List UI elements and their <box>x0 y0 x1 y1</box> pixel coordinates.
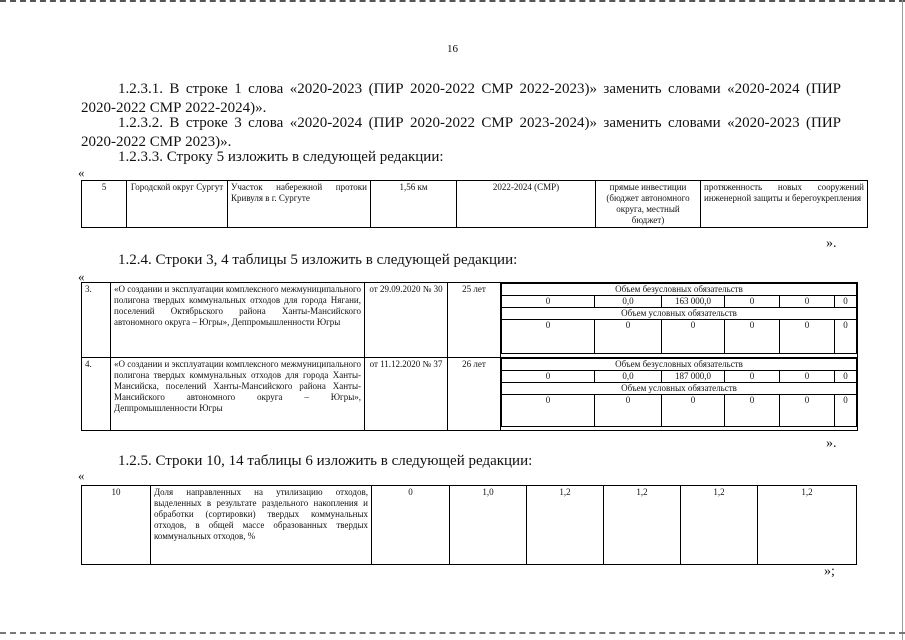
cond-value: 0 <box>595 320 662 354</box>
value-cell: 1,2 <box>758 486 857 565</box>
table-row <box>82 358 858 431</box>
cond-value: 0 <box>725 395 780 427</box>
value-cell: 1,2 <box>527 486 604 565</box>
value-cell: 1,2 <box>604 486 681 565</box>
term-cell: 25 лет <box>448 283 501 358</box>
paragraph-1-2-3-1: 1.2.3.1. В строке 1 слова «2020-2023 (ПИР 2020-2022 СМР 2022-2023)» заменить словами «2020-2024 (ПИР 2020-2022 СМР 2022-2024)». <box>81 81 841 116</box>
result-cell: протяженность новых сооружений инженерной защиты и берегоукрепления <box>701 181 868 228</box>
quote-close-1: ». <box>826 236 837 251</box>
funding-cell: прямые инвестиции (бюджет автономного округа, местный бюджет) <box>596 181 701 228</box>
cond-value: 0 <box>835 320 857 354</box>
paragraph-1-2-4: 1.2.4. Строки 3, 4 таблицы 5 изложить в следующей редакции: <box>118 252 518 268</box>
municipality-cell: Городской округ Сургут <box>127 181 228 228</box>
cond-value: 0 <box>835 395 857 427</box>
quote-open-2: « <box>78 269 85 284</box>
agreement-name-cell: «О создании и эксплуатации комплексного межмуниципального полигона твердых коммунальных отходов для города Ханты-Мансийска, поселений Ханты-Мансийского района Ханты-Мансийского автономного округа – Югры», Деппромышленности Югры <box>111 358 365 431</box>
uncond-label: Объем безусловных обязательств <box>502 359 857 371</box>
length-cell: 1,56 км <box>371 181 457 228</box>
paragraph-1-2-3-3: 1.2.3.3. Строку 5 изложить в следующей редакции: <box>118 149 444 165</box>
uncond-value: 0 <box>725 371 780 383</box>
cond-label: Объем условных обязательств <box>502 383 857 395</box>
table-row <box>82 486 857 565</box>
cond-value: 0 <box>725 320 780 354</box>
scan-border-bottom <box>0 632 905 636</box>
value-cell: 1,2 <box>681 486 758 565</box>
cond-value: 0 <box>780 395 835 427</box>
scan-border-top <box>0 0 905 7</box>
table-row <box>82 181 868 228</box>
value-cell: 0 <box>372 486 450 565</box>
table-row-10 <box>81 485 857 565</box>
uncond-value: 0 <box>780 296 835 308</box>
page-number: 16 <box>447 43 458 55</box>
agreement-date-cell: от 11.12.2020 № 37 <box>365 358 448 431</box>
agreement-name-cell: «О создании и эксплуатации комплексного межмуниципального полигона твердых коммунальных отходов для города Нягани, поселений Октябрьского района Ханты-Мансийского автономного округа – Югры», Деппромышленности Югры <box>111 283 365 358</box>
quote-open: « <box>78 165 85 180</box>
object-cell: Участок набережной протоки Кривуля в г. Сургуте <box>228 181 371 228</box>
quote-close-3: »; <box>824 564 835 579</box>
agreement-date-cell: от 29.09.2020 № 30 <box>365 283 448 358</box>
table-row-5 <box>81 180 868 228</box>
row-number: 10 <box>82 486 151 565</box>
obligations-cell <box>501 283 858 358</box>
uncond-value: 0 <box>780 371 835 383</box>
indicator-cell: Доля направленных на утилизацию отходов, выделенных в результате раздельного накопления и обработки (сортировки) твердых коммунальных отходов, в общей массе образованных твердых коммунальных отходов, % <box>151 486 372 565</box>
term-cell: 26 лет <box>448 358 501 431</box>
cond-value: 0 <box>662 395 725 427</box>
uncond-value: 0,0 <box>595 371 662 383</box>
quote-close-2: ». <box>826 436 837 451</box>
paragraph-1-2-3-2: 1.2.3.2. В строке 3 слова «2020-2024 (ПИР 2020-2022 СМР 2023-2024)» заменить словами «2020-2023 (ПИР 2020-2022 СМР 2023)». <box>81 115 841 150</box>
cond-value: 0 <box>502 395 595 427</box>
uncond-label: Объем безусловных обязательств <box>502 284 857 296</box>
obligations-cell <box>501 358 858 431</box>
cond-value: 0 <box>780 320 835 354</box>
uncond-value: 0 <box>725 296 780 308</box>
uncond-value: 0 <box>835 371 857 383</box>
cond-value: 0 <box>502 320 595 354</box>
obligations-subtable <box>501 283 857 354</box>
quote-open-3: « <box>78 468 85 483</box>
uncond-value: 0 <box>502 371 595 383</box>
table-row <box>82 283 858 358</box>
uncond-value: 163 000,0 <box>662 296 725 308</box>
value-cell: 1,0 <box>450 486 527 565</box>
table-rows-3-4 <box>81 282 858 431</box>
row-number: 3. <box>82 283 111 358</box>
period-cell: 2022-2024 (СМР) <box>457 181 596 228</box>
cond-label: Объем условных обязательств <box>502 308 857 320</box>
uncond-value: 187 000,0 <box>662 371 725 383</box>
uncond-value: 0 <box>835 296 857 308</box>
uncond-value: 0,0 <box>595 296 662 308</box>
row-number: 4. <box>82 358 111 431</box>
row-number: 5 <box>82 181 127 228</box>
obligations-subtable <box>501 358 857 427</box>
cond-value: 0 <box>595 395 662 427</box>
uncond-value: 0 <box>502 296 595 308</box>
cond-value: 0 <box>662 320 725 354</box>
paragraph-1-2-5: 1.2.5. Строки 10, 14 таблицы 6 изложить в следующей редакции: <box>118 453 533 469</box>
